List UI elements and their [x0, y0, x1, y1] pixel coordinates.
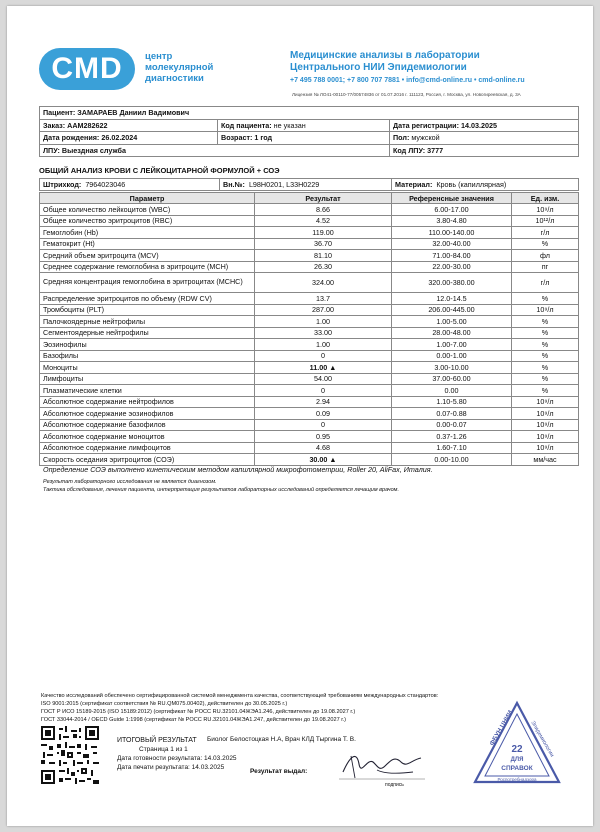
- signature-caption: подпись: [385, 782, 404, 788]
- qr-code-icon: [41, 726, 99, 784]
- result-row: [40, 293, 579, 305]
- reference-cell: 3.00-10.00: [392, 362, 512, 374]
- result-cell: 0.09: [255, 408, 392, 420]
- unit-cell: %: [512, 385, 579, 397]
- result-row: [40, 273, 579, 293]
- reference-cell: 28.00-48.00: [392, 327, 512, 339]
- reg-date-cell: Дата регистрации: 14.03.2025: [390, 119, 579, 132]
- doctors-line: Биолог Белостоцкая Н.А, Врач КЛД Тыргина Т. В.: [207, 736, 356, 743]
- sex-cell: Пол: мужской: [390, 132, 579, 145]
- result-row: [40, 350, 579, 362]
- cert-line: Качество исследований обеспечено сертифицированной системой менеджмента качества, соответствующей требованиям международных стандартов:: [41, 693, 439, 699]
- unit-cell: %: [512, 350, 579, 362]
- parameter-cell: Средний объем эритроцита (MCV): [40, 250, 255, 262]
- result-row: [40, 362, 579, 374]
- cert-line: ГОСТ Р ИСО 15189-2015 (ISO 15189:2012) (сертификат № POCC RU.32101.04ЖЭА1.246, действителен до 19.08.2027 г.): [41, 709, 356, 715]
- stamp-text-right: Эпидемиологии: [529, 720, 555, 759]
- lab-title: [290, 50, 480, 74]
- barcode-cell: Штрихкод: 7964023046: [40, 179, 220, 191]
- result-row: [40, 316, 579, 328]
- result-cell: 54.00: [255, 373, 392, 385]
- reference-cell: 1.10-5.80: [392, 396, 512, 408]
- result-cell: 1.00: [255, 316, 392, 328]
- parameter-cell: Сегментоядерные нейтрофилы: [40, 327, 255, 339]
- reference-cell: 0.00-0.07: [392, 419, 512, 431]
- result-cell: 119.00: [255, 227, 392, 239]
- unit-cell: 10⁹/л: [512, 396, 579, 408]
- parameter-cell: Гематокрит (Ht): [40, 238, 255, 250]
- reference-cell: 0.07-0.88: [392, 408, 512, 420]
- age-cell: Возраст: 1 год: [218, 132, 390, 145]
- results-body: [40, 204, 579, 466]
- signature-icon: [337, 748, 427, 782]
- parameter-cell: Эозинофилы: [40, 339, 255, 351]
- column-header: Результат: [255, 193, 392, 204]
- final-result-label: ИТОГОВЫЙ РЕЗУЛЬТАТ: [117, 737, 197, 744]
- reference-cell: 12.0-14.5: [392, 293, 512, 305]
- parameter-cell: Абсолютное содержание моноцитов: [40, 431, 255, 443]
- result-row: [40, 396, 579, 408]
- result-cell: 287.00: [255, 304, 392, 316]
- result-page: [7, 6, 593, 826]
- certificates-block: [41, 692, 438, 724]
- disclaimer-line: Тактика обследования, лечения пациента, интерпретация результатов лабораторных исследований определяется лечащим врачом.: [43, 487, 399, 493]
- unit-cell: пг: [512, 261, 579, 273]
- patient-info-table: [39, 106, 579, 157]
- center-name: [145, 51, 213, 84]
- result-row: [40, 261, 579, 273]
- parameter-cell: Абсолютное содержание базофилов: [40, 419, 255, 431]
- results-table: [39, 192, 579, 466]
- result-cell: 4.68: [255, 442, 392, 454]
- result-cell: 11.00 ▲: [255, 362, 392, 374]
- unit-cell: 10⁹/л: [512, 304, 579, 316]
- parameter-cell: Абсолютное содержание нейтрофилов: [40, 396, 255, 408]
- reference-cell: 0.37-1.26: [392, 431, 512, 443]
- reference-cell: 1.60-7.10: [392, 442, 512, 454]
- parameter-cell: Моноциты: [40, 362, 255, 374]
- result-row: [40, 454, 579, 466]
- reference-cell: 0.00-1.00: [392, 350, 512, 362]
- result-row: [40, 227, 579, 239]
- stamp-word: ДЛЯ: [510, 757, 524, 763]
- unit-cell: %: [512, 362, 579, 374]
- result-row: [40, 250, 579, 262]
- reference-cell: 110.00-140.00: [392, 227, 512, 239]
- lab-title-line: Центрального НИИ Эпидемиологии: [290, 62, 467, 73]
- result-row: [40, 431, 579, 443]
- disclaimer: [43, 478, 399, 494]
- unit-cell: 10¹²/л: [512, 215, 579, 227]
- unit-cell: %: [512, 327, 579, 339]
- unit-cell: 10⁹/л: [512, 419, 579, 431]
- lab-stamp-icon: [471, 700, 563, 786]
- parameter-cell: Плазматические клетки: [40, 385, 255, 397]
- result-cell: 0: [255, 350, 392, 362]
- result-cell: 33.00: [255, 327, 392, 339]
- unit-cell: 10⁹/л: [512, 431, 579, 443]
- parameter-cell: Базофилы: [40, 350, 255, 362]
- inner-no-cell: Вн.№: L98H0201, L33H0229: [220, 179, 392, 191]
- lpu-code-cell: Код ЛПУ: 3777: [390, 144, 579, 157]
- result-cell: 26.30: [255, 261, 392, 273]
- unit-cell: 10⁹/л: [512, 204, 579, 216]
- lpu-cell: ЛПУ: Выездная служба: [40, 144, 390, 157]
- result-row: [40, 408, 579, 420]
- result-row: [40, 373, 579, 385]
- reference-cell: 206.00-445.00: [392, 304, 512, 316]
- cert-line: ГОСТ 33044-2014 / OECD Guide 1:1998 (сертификат № POCC RU.32101.04ЖЭА1.247, действителен до 19.08.2027 г.): [41, 717, 347, 723]
- result-row: [40, 419, 579, 431]
- printed-date: Дата печати результата: 14.03.2025: [117, 764, 225, 771]
- result-row: [40, 385, 579, 397]
- result-cell: 1.00: [255, 339, 392, 351]
- analysis-title: ОБЩИЙ АНАЛИЗ КРОВИ С ЛЕЙКОЦИТАРНОЙ ФОРМУЛОЙ + СОЭ: [39, 166, 280, 175]
- stamp-text-bottom: Роспотребнадзора: [497, 777, 537, 782]
- parameter-cell: Гемоглобин (Hb): [40, 227, 255, 239]
- parameter-cell: Распределение эритроцитов по объему (RDW CV): [40, 293, 255, 305]
- completed-date: Дата готовности результата: 14.03.2025: [117, 755, 237, 762]
- reference-cell: 6.00-17.00: [392, 204, 512, 216]
- method-note: Определение СОЭ выполнено кинетическим методом капиллярной микрофотометрии, Roller 20, AliFax, Италия.: [43, 465, 433, 474]
- parameter-cell: Абсолютное содержание эозинофилов: [40, 408, 255, 420]
- result-row: [40, 442, 579, 454]
- center-name-line: молекулярной: [145, 62, 214, 73]
- result-row: [40, 339, 579, 351]
- reference-cell: 1.00-7.00: [392, 339, 512, 351]
- stamp-number: 22: [511, 744, 523, 755]
- stamp-word: СПРАВОК: [501, 765, 533, 772]
- unit-cell: г/л: [512, 227, 579, 239]
- page-number: Страница 1 из 1: [139, 746, 188, 753]
- result-cell: 81.10: [255, 250, 392, 262]
- lab-title-line: Медицинские анализы в лаборатории: [290, 50, 480, 61]
- parameter-cell: Абсолютное содержание лимфоцитов: [40, 442, 255, 454]
- unit-cell: мм/час: [512, 454, 579, 466]
- reference-cell: 320.00-380.00: [392, 273, 512, 293]
- parameter-cell: Среднее содержание гемоглобина в эритроците (MCH): [40, 261, 255, 273]
- unit-cell: г/л: [512, 273, 579, 293]
- unit-cell: 10⁹/л: [512, 408, 579, 420]
- parameter-cell: Общее количество лейкоцитов (WBC): [40, 204, 255, 216]
- center-name-line: диагностики: [145, 73, 204, 84]
- sample-meta-table: [39, 178, 579, 191]
- lab-contacts: +7 495 788 0001; +7 800 707 7881 • info@cmd-online.ru • cmd-online.ru: [290, 77, 525, 84]
- license-line: Лицензия № ЛО41-00110-77/00574836 от 01.07.2016 г. 111123, Россия, г. Москва, ул. Новогиреевская, д. 3А: [292, 92, 521, 97]
- parameter-cell: Палочкоядерные нейтрофилы: [40, 316, 255, 328]
- reference-cell: 0.00-10.00: [392, 454, 512, 466]
- reference-cell: 0.00: [392, 385, 512, 397]
- issued-by-label: Результат выдал:: [250, 768, 308, 775]
- result-cell: 8.66: [255, 204, 392, 216]
- result-row: [40, 215, 579, 227]
- unit-cell: %: [512, 339, 579, 351]
- material-cell: Материал: Кровь (капиллярная): [392, 179, 579, 191]
- reference-cell: 32.00-40.00: [392, 238, 512, 250]
- patient-name-cell: Пациент: ЗАМАРАЕВ Даниил Вадимович: [40, 107, 579, 120]
- disclaimer-line: Результат лабораторного исследования не является диагнозом.: [43, 479, 217, 485]
- column-header: Ед. изм.: [512, 193, 579, 204]
- unit-cell: фл: [512, 250, 579, 262]
- column-header: Референсные значения: [392, 193, 512, 204]
- result-cell: 324.00: [255, 273, 392, 293]
- result-cell: 0: [255, 385, 392, 397]
- result-cell: 4.52: [255, 215, 392, 227]
- order-cell: Заказ: AAM282622: [40, 119, 218, 132]
- result-cell: 13.7: [255, 293, 392, 305]
- reference-cell: 1.00-5.00: [392, 316, 512, 328]
- result-cell: 2.94: [255, 396, 392, 408]
- parameter-cell: Средняя концентрация гемоглобина в эритроцитах (MCHC): [40, 273, 255, 293]
- birth-date-cell: Дата рождения: 26.02.2024: [40, 132, 218, 145]
- result-cell: 0: [255, 419, 392, 431]
- cert-line: ISO 9001:2015 (сертификат соответствия № RU.QM075.00402), действителен до 30.05.2025 г.): [41, 701, 288, 707]
- cmd-logo: CMD: [39, 48, 135, 90]
- stamp-text-top: ФБУН ЦНИИ: [488, 709, 515, 747]
- result-row: [40, 304, 579, 316]
- parameter-cell: Тромбоциты (PLT): [40, 304, 255, 316]
- unit-cell: %: [512, 316, 579, 328]
- center-name-line: центр: [145, 51, 173, 62]
- result-row: [40, 204, 579, 216]
- result-cell: 36.70: [255, 238, 392, 250]
- unit-cell: %: [512, 373, 579, 385]
- patient-code-cell: Код пациента: не указан: [218, 119, 390, 132]
- unit-cell: %: [512, 238, 579, 250]
- result-row: [40, 238, 579, 250]
- reference-cell: 37.00-60.00: [392, 373, 512, 385]
- parameter-cell: Скорость оседания эритроцитов (СОЭ): [40, 454, 255, 466]
- parameter-cell: Общее количество эритроцитов (RBC): [40, 215, 255, 227]
- column-header: Параметр: [40, 193, 255, 204]
- result-row: [40, 327, 579, 339]
- parameter-cell: Лимфоциты: [40, 373, 255, 385]
- reference-cell: 3.80-4.80: [392, 215, 512, 227]
- unit-cell: 10⁹/л: [512, 442, 579, 454]
- unit-cell: %: [512, 293, 579, 305]
- result-cell: 0.95: [255, 431, 392, 443]
- reference-cell: 22.00-30.00: [392, 261, 512, 273]
- reference-cell: 71.00-84.00: [392, 250, 512, 262]
- result-cell: 30.00 ▲: [255, 454, 392, 466]
